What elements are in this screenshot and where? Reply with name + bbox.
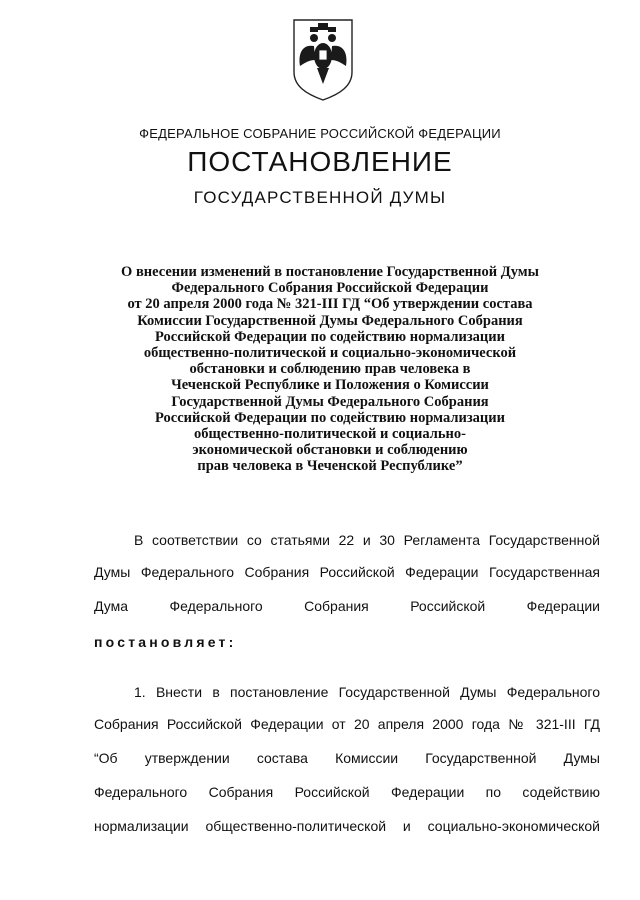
subject-line: Федерального Собрания Российской Федерации: [171, 280, 489, 297]
preamble-line: В соответствии со статьями 22 и 30 Регламента Государственной: [134, 532, 600, 548]
subject-line: от 20 апреля 2000 года № 321-III ГД “Об утверждении состава: [127, 296, 533, 313]
subject-line: Российской Федерации по содействию нормализации: [155, 328, 505, 345]
item-1-line: Федерального Собрания Российской Федерации по содействию: [94, 784, 600, 800]
header-organization: ФЕДЕРАЛЬНОЕ СОБРАНИЕ РОССИЙСКОЙ ФЕДЕРАЦИИ: [139, 126, 501, 141]
subject-line: Государственной Думы Федерального Собрания: [171, 393, 489, 410]
subject-line: Российской Федерации по содействию нормализации: [155, 409, 505, 426]
subject-line: экономической обстановки и соблюдению: [192, 442, 468, 459]
subject-line: общественно-политической и социально-экономической: [143, 345, 517, 362]
item-1-line: Собрания Российской Федерации от 20 апреля 2000 года № 321-III ГД: [94, 716, 600, 732]
subject-line: Чеченской Республике и Положения о Комиссии: [171, 377, 489, 394]
resolves-word: постановляет:: [94, 634, 237, 650]
document-subject: [80, 264, 580, 475]
preamble-line: Думы Федерального Собрания Российской Федерации Государственная: [94, 564, 600, 580]
subject-line: обстановки и соблюдению прав человека в: [189, 361, 471, 378]
item-1-line: нормализации общественно-политической и социально-экономической: [94, 818, 600, 834]
item-1-line: 1. Внести в постановление Государственной Думы Федерального: [134, 684, 600, 700]
subject-line: Комиссии Государственной Думы Федерального Собрания: [137, 312, 523, 329]
document-subtitle: ГОСУДАРСТВЕННОЙ ДУМЫ: [193, 188, 447, 207]
subject-line: прав человека в Чеченской Республике”: [197, 458, 463, 475]
item-1-line: “Об утверждении состава Комиссии Государственной Думы: [94, 750, 600, 766]
preamble-line: Дума Федерального Собрания Российской Федерации: [94, 598, 600, 614]
coat-of-arms-emblem-icon: [288, 14, 358, 104]
document-title: ПОСТАНОВЛЕНИЕ: [187, 146, 453, 177]
subject-line: О внесении изменений в постановление Государственной Думы: [121, 264, 539, 280]
subject-line: общественно-политической и социально-: [194, 426, 466, 443]
